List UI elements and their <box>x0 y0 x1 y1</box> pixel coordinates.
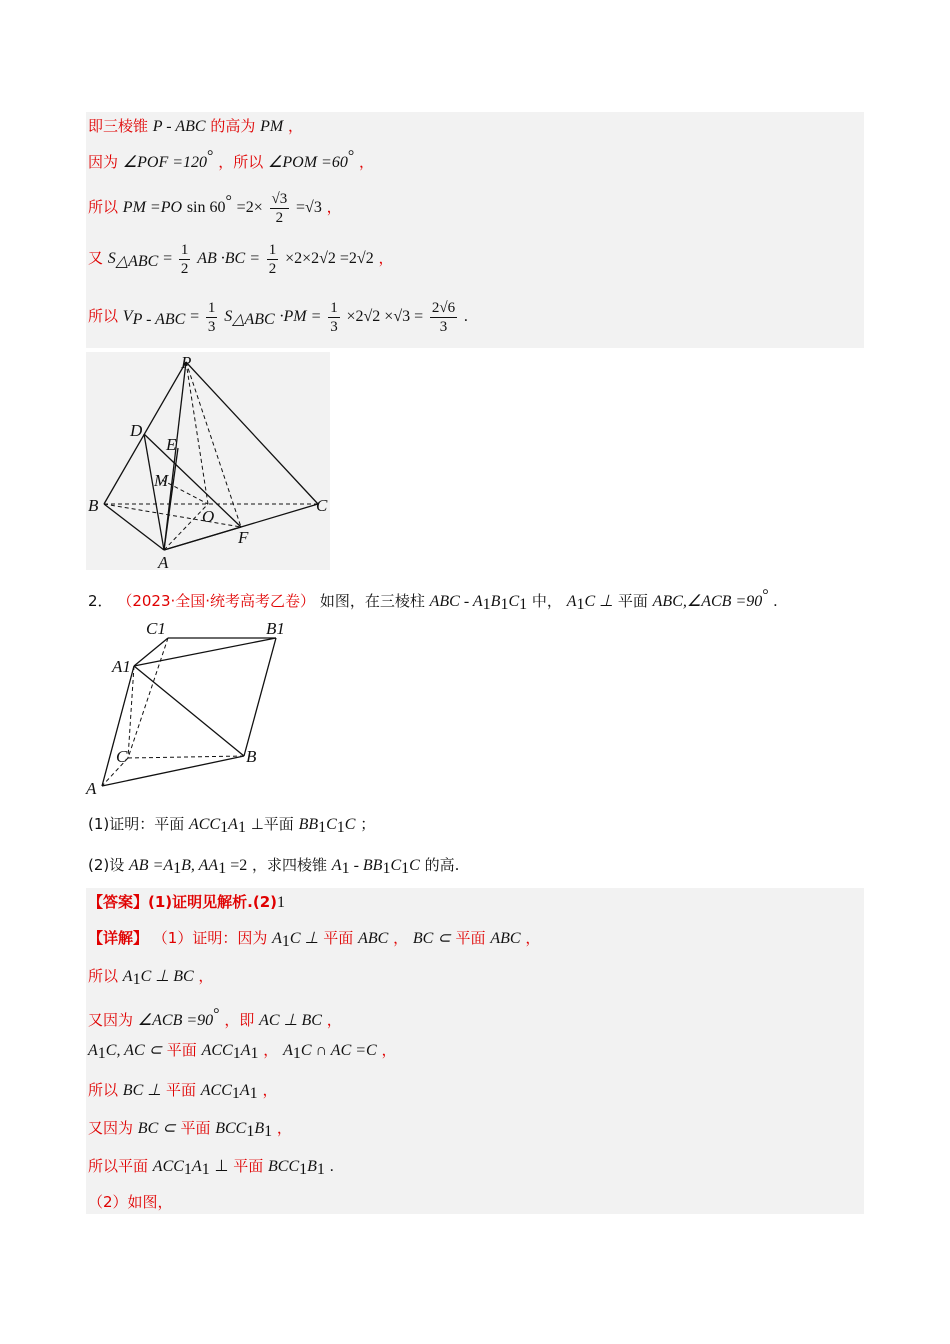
fraction: $\frac{√3}{2}$ <box>271 190 288 226</box>
label-M: M <box>154 471 169 490</box>
detail-line-6: 又因为 BC ⊂ 平面 $BCC_1B_1$ ， <box>88 1119 292 1140</box>
label-A: A <box>158 553 169 570</box>
answer-line: 【答案】(1)证明见解析.(2)1 <box>88 893 286 911</box>
detail-line-2: 所以 $A_1C$ ⊥ BC ， <box>88 967 214 988</box>
label-F: F <box>238 528 249 547</box>
prism-figure <box>84 616 304 798</box>
label-D: D <box>130 421 143 440</box>
pyramid-figure <box>86 352 330 570</box>
detail-line-8: （2）如图， <box>88 1193 173 1211</box>
solution-line-4: 又 $S_{\triangle ABC}$ = $\frac{1}{2}$ AB ·BC = $\frac{1}{2}$ ×2×2√2 =2√2 ， <box>88 241 394 277</box>
fraction: $\frac{1}{3}$ <box>330 299 338 335</box>
question-1: (1)证明：平面 $ACC_1A_1$ ⊥平面 $BB_1C_1C$ ； <box>88 815 376 836</box>
fraction: $\frac{1}{2}$ <box>180 241 189 277</box>
label-B: B <box>88 496 99 515</box>
label-P: P <box>181 353 192 372</box>
detail-line-5: 所以 BC ⊥ 平面 $ACC_1A_1$ ， <box>88 1081 278 1102</box>
label-B: B <box>246 747 257 766</box>
solution-line-3: 所以 PM =PO sin 60° =2× $\frac{√3}{2}$ =√3 ， <box>88 190 342 226</box>
problem-2-statement: 2． （2023·全国·统考高考乙卷） 如图，在三棱柱 ABC - $A_1B_1C_1$ 中， $A_1C$ ⊥ 平面 ABC,∠ACB =90° . <box>88 587 778 613</box>
label-A1: A1 <box>112 657 131 676</box>
label-E: E <box>166 435 177 454</box>
solution-line-2: 因为 ∠POF =120° ，所以 ∠POM =60° ， <box>88 148 375 171</box>
solution-line-1: 即三棱锥 P - ABC 的高为 PM ， <box>88 117 304 135</box>
fraction: $\frac{2√6}{3}$ <box>431 299 456 335</box>
fraction: $\frac{1}{2}$ <box>268 241 277 277</box>
label-B1: B1 <box>266 619 285 638</box>
detail-line-1: 【详解】 （1）证明：因为 $A_1C$ ⊥ 平面 ABC ， BC ⊂ 平面 ABC ， <box>88 929 541 950</box>
label-C1: C1 <box>146 619 166 638</box>
detail-line-4: $A_1C$, AC ⊂ 平面 $ACC_1A_1$ ， $A_1C$ ∩ AC =C ， <box>88 1041 397 1062</box>
label-C: C <box>116 747 128 766</box>
label-A: A <box>86 779 97 798</box>
detail-line-3: 又因为 ∠ACB =90° ，即 AC ⊥ BC ， <box>88 1006 342 1029</box>
question-2: (2)设 AB $=A_1B$, $AA_1 =2$ ，求四棱锥 $A_1 - BB_1C_1C$ 的高. <box>88 856 460 877</box>
detail-line-7: 所以平面 $ACC_1A_1$ ⊥ 平面 $BCC_1B_1$ . <box>88 1157 334 1178</box>
label-O: O <box>202 507 215 526</box>
solution-line-5: 所以 $V_{P - ABC}$ = $\frac{1}{3}$ $S_{\triangle ABC} \cdot PM$ = $\frac{1}{3}$ ×2√2 ×√3 = $\frac{2√6}{3}$ . <box>88 299 468 335</box>
label-C: C <box>316 496 328 515</box>
fraction: $\frac{1}{3}$ <box>207 299 216 335</box>
